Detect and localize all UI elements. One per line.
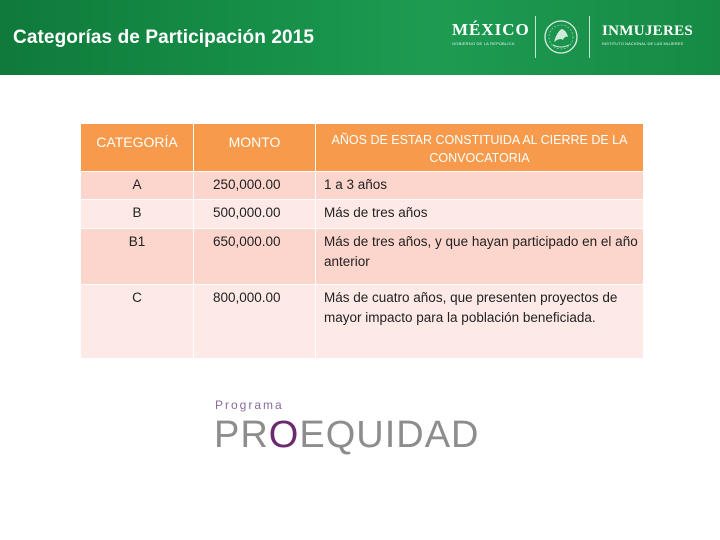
- logo-mexico-subtitle: GOBIERNO DE LA REPÚBLICA: [452, 41, 515, 46]
- column-header-monto: MONTO: [194, 124, 316, 172]
- cell-anos: Más de tres años, y que hayan participado en el año anterior: [316, 229, 644, 285]
- table-row: [81, 285, 644, 359]
- cell-categoria: B1: [81, 229, 194, 285]
- cell-monto: 250,000.00: [194, 172, 316, 200]
- table-row: [81, 172, 644, 200]
- cell-monto: 500,000.00: [194, 200, 316, 229]
- logo-accent-letter: O: [268, 414, 300, 456]
- column-header-categoria: CATEGORÍA: [81, 124, 194, 172]
- header-banner: [0, 0, 720, 75]
- cell-anos: Más de tres años: [316, 200, 644, 229]
- cell-anos: 1 a 3 años: [316, 172, 644, 200]
- page-title: Categorías de Participación 2015: [13, 27, 314, 48]
- logo-inmujeres: [602, 23, 693, 46]
- logo-inmujeres-subtitle: INSTITUTO NACIONAL DE LAS MUJERES: [602, 41, 684, 46]
- cell-monto: 800,000.00: [194, 285, 316, 359]
- column-header-anos: AÑOS DE ESTAR CONSTITUIDA AL CIERRE DE LA CONVOCATORIA: [316, 124, 644, 172]
- cell-categoria: A: [81, 172, 194, 200]
- categories-table: [80, 123, 644, 359]
- logo-divider: [535, 16, 536, 58]
- cell-categoria: B: [81, 200, 194, 229]
- cell-monto: 650,000.00: [194, 229, 316, 285]
- table-row: [81, 229, 644, 285]
- cell-categoria: C: [81, 285, 194, 359]
- proequidad-logo: [214, 398, 480, 458]
- cell-anos: Más de cuatro años, que presenten proyectos de mayor impacto para la población beneficiada.: [316, 285, 644, 359]
- logo-program-name: PROEQUIDAD: [214, 414, 480, 456]
- table-header-row: [81, 124, 644, 172]
- logo-program-label: Programa: [215, 398, 284, 412]
- table-row: [81, 200, 644, 229]
- logo-mexico: [452, 20, 530, 46]
- logo-divider: [589, 16, 590, 58]
- eagle-seal-icon: [541, 18, 581, 56]
- logo-inmujeres-name: INMUJERES: [602, 23, 694, 39]
- logo-mexico-name: MÉXICO: [452, 20, 530, 39]
